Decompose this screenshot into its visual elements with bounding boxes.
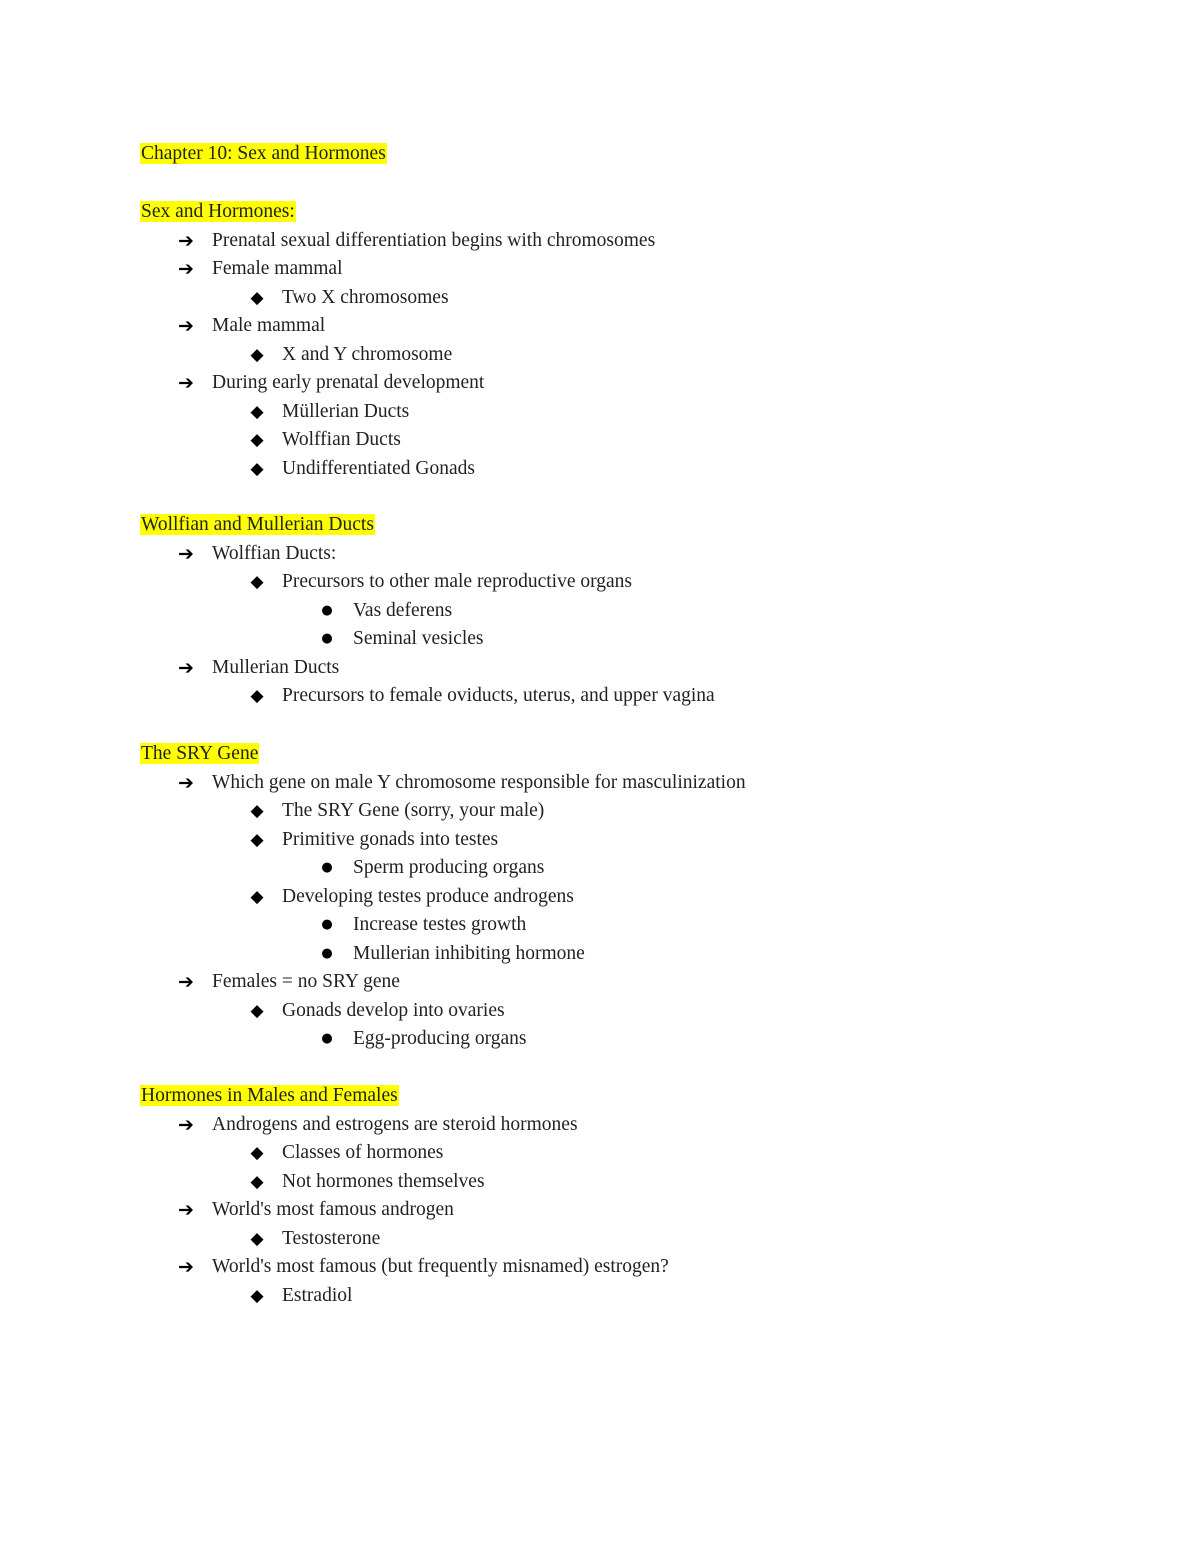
list-item-text: Vas deferens xyxy=(353,599,453,621)
list-item-text: Not hormones themselves xyxy=(282,1170,485,1192)
arrow-bullet-icon: ➔ xyxy=(178,372,194,394)
list-item-text: Primitive gonads into testes xyxy=(282,828,499,850)
section-heading-text: Wollfian and Mullerian Ducts xyxy=(141,514,374,535)
list-item-text: Egg-producing organs xyxy=(353,1028,527,1049)
diamond-bullet-icon: ◆ xyxy=(250,458,264,479)
list-item-text: Two X chromosomes xyxy=(282,286,449,308)
section-heading xyxy=(140,740,1140,769)
list-item-text: Wolffian Ducts: xyxy=(212,542,337,564)
list-item xyxy=(140,769,1140,798)
list-item-text: Mullerian inhibiting hormone xyxy=(353,942,585,964)
list-item-text: Sperm producing organs xyxy=(353,857,545,878)
arrow-bullet-icon: ➔ xyxy=(178,771,194,794)
title-text: Chapter 10: Sex and Hormones xyxy=(141,143,386,164)
section-heading xyxy=(140,511,1140,540)
list-item xyxy=(140,227,1140,256)
list-item xyxy=(140,625,1140,654)
list-item-text: Wolffian Ducts xyxy=(282,429,401,450)
list-item-text: Androgens and estrogens are steroid hormones xyxy=(212,1113,578,1135)
list-item xyxy=(140,1253,1140,1282)
list-item xyxy=(140,826,1140,855)
diamond-bullet-icon: ◆ xyxy=(250,430,264,450)
dot-bullet-icon: ● xyxy=(321,860,333,875)
document-title xyxy=(140,140,387,168)
section-heading-text: Hormones in Males and Females xyxy=(141,1085,398,1106)
diamond-bullet-icon: ◆ xyxy=(250,686,264,706)
arrow-bullet-icon: ➔ xyxy=(178,542,194,565)
list-item xyxy=(140,1025,1140,1054)
arrow-bullet-icon: ➔ xyxy=(178,1113,194,1136)
list-item xyxy=(140,940,1140,969)
list-item xyxy=(140,854,1140,883)
list-item-text: Seminal vesicles xyxy=(353,628,484,649)
section-heading xyxy=(140,198,1140,227)
dot-bullet-icon: ● xyxy=(321,1031,333,1046)
arrow-bullet-icon: ➔ xyxy=(178,229,194,252)
list-item-text: Females = no SRY gene xyxy=(212,971,400,992)
diamond-bullet-icon: ◆ xyxy=(250,1000,264,1021)
list-item xyxy=(140,654,1140,683)
list-item xyxy=(140,1282,1140,1311)
list-item-text: Prenatal sexual differentiation begins with chromosomes xyxy=(212,229,656,251)
list-item-text: Increase testes growth xyxy=(353,914,527,935)
list-item-text: World's most famous androgen xyxy=(212,1199,454,1220)
list-item-text: Mullerian Ducts xyxy=(212,656,340,678)
diamond-bullet-icon: ◆ xyxy=(250,801,264,821)
diamond-bullet-icon: ◆ xyxy=(250,1285,264,1306)
diamond-bullet-icon: ◆ xyxy=(250,1143,264,1163)
list-item xyxy=(140,968,1140,997)
list-item-text: Female mammal xyxy=(212,258,343,279)
list-item xyxy=(140,1111,1140,1140)
list-item xyxy=(140,797,1140,826)
list-item xyxy=(140,1196,1140,1225)
diamond-bullet-icon: ◆ xyxy=(250,344,264,365)
list-item xyxy=(140,455,1140,484)
dot-bullet-icon: ● xyxy=(321,631,333,646)
arrow-bullet-icon: ➔ xyxy=(178,1256,194,1278)
list-item xyxy=(140,597,1140,626)
diamond-bullet-icon: ◆ xyxy=(250,829,264,850)
list-item-text: Gonads develop into ovaries xyxy=(282,999,505,1021)
list-item xyxy=(140,682,1140,711)
dot-bullet-icon: ● xyxy=(321,602,333,618)
section-sry-gene xyxy=(140,740,1140,1054)
list-item-text: Which gene on male Y chromosome responsible for masculinization xyxy=(212,771,746,793)
list-item xyxy=(140,1168,1140,1197)
arrow-bullet-icon: ➔ xyxy=(178,1199,194,1221)
list-item-text: Classes of hormones xyxy=(282,1142,444,1163)
list-item xyxy=(140,255,1140,284)
list-item xyxy=(140,568,1140,597)
list-item xyxy=(140,398,1140,427)
list-item-text: Undifferentiated Gonads xyxy=(282,457,475,479)
list-item-text: Müllerian Ducts xyxy=(282,400,410,422)
arrow-bullet-icon: ➔ xyxy=(178,971,194,993)
list-item-text: Estradiol xyxy=(282,1284,353,1306)
list-item xyxy=(140,426,1140,455)
list-item-text: Precursors to female oviducts, uterus, and upper vagina xyxy=(282,685,715,706)
list-item xyxy=(140,997,1140,1026)
diamond-bullet-icon: ◆ xyxy=(250,287,264,308)
list-item-text: During early prenatal development xyxy=(212,372,485,393)
section-hormones xyxy=(140,1082,1140,1310)
list-item-text: Precursors to other male reproductive organs xyxy=(282,571,632,592)
list-item xyxy=(140,312,1140,341)
list-item-text: X and Y chromosome xyxy=(282,343,453,365)
diamond-bullet-icon: ◆ xyxy=(250,886,264,907)
list-item-text: Male mammal xyxy=(212,315,326,336)
list-item xyxy=(140,284,1140,313)
arrow-bullet-icon: ➔ xyxy=(178,258,194,280)
list-item xyxy=(140,1225,1140,1254)
dot-bullet-icon: ● xyxy=(321,945,333,961)
diamond-bullet-icon: ◆ xyxy=(250,1171,264,1192)
list-item xyxy=(140,369,1140,398)
list-item-text: Testosterone xyxy=(282,1227,381,1249)
diamond-bullet-icon: ◆ xyxy=(250,401,264,422)
list-item-text: World's most famous (but frequently misnamed) estrogen? xyxy=(212,1256,669,1277)
diamond-bullet-icon: ◆ xyxy=(250,1228,264,1249)
section-heading xyxy=(140,1082,1140,1111)
section-sex-and-hormones xyxy=(140,198,1140,483)
list-item xyxy=(140,883,1140,912)
section-ducts xyxy=(140,511,1140,711)
list-item xyxy=(140,911,1140,940)
dot-bullet-icon: ● xyxy=(321,917,333,932)
section-heading-text: Sex and Hormones: xyxy=(141,201,295,222)
section-heading-text: The SRY Gene xyxy=(141,743,259,764)
list-item-text: Developing testes produce androgens xyxy=(282,885,574,907)
list-item xyxy=(140,341,1140,370)
list-item-text: The SRY Gene (sorry, your male) xyxy=(282,800,545,821)
list-item xyxy=(140,540,1140,569)
arrow-bullet-icon: ➔ xyxy=(178,656,194,679)
arrow-bullet-icon: ➔ xyxy=(178,315,194,337)
diamond-bullet-icon: ◆ xyxy=(250,572,264,592)
list-item xyxy=(140,1139,1140,1168)
